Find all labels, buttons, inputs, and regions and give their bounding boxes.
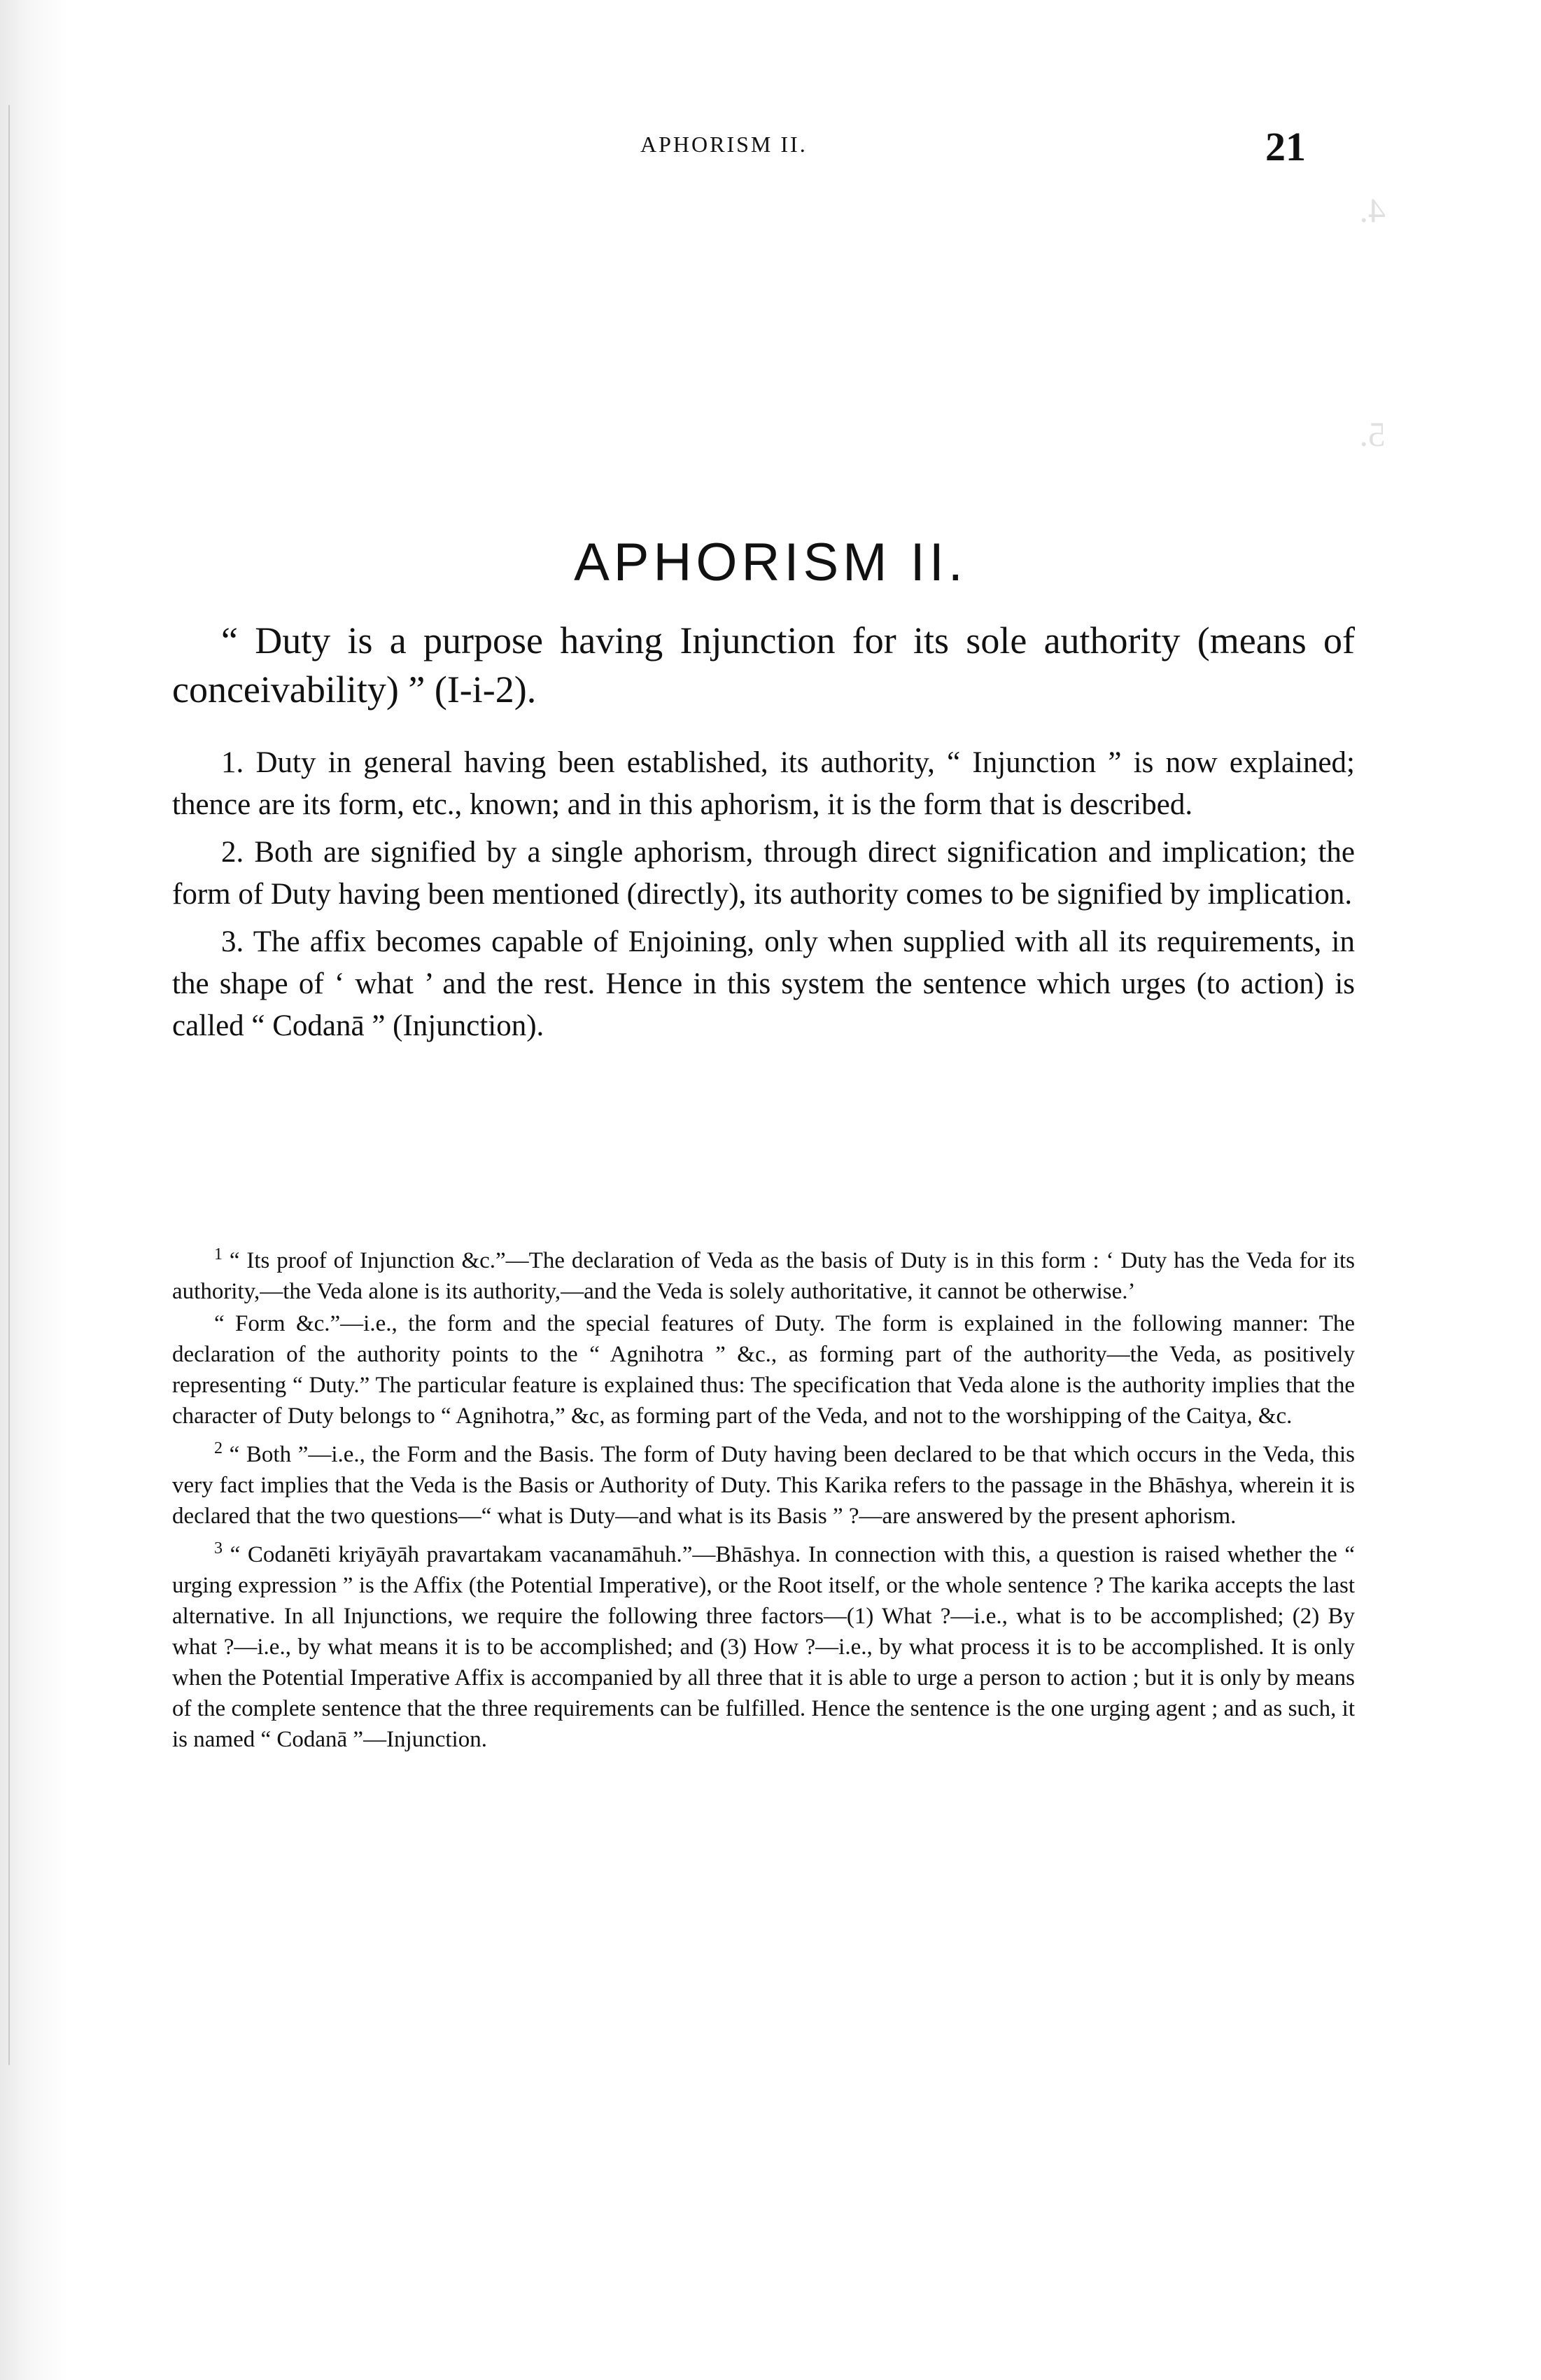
footnote-text: “ Its proof of Injunction &c.”—The declaration of Veda as the basis of Duty is in this form : ‘ Duty has the Veda for its authority,—the Veda alone is its authority,—and the Veda is solely authoritative, it cannot be otherwise.’ [172, 1248, 1356, 1304]
page-edge-shadow [0, 0, 67, 2380]
footnotes [172, 1239, 1355, 1756]
footnote-2 [172, 1433, 1355, 1532]
footnote-marker: 1 [214, 1245, 223, 1264]
commentary-body [172, 742, 1355, 1053]
footnote-3 [172, 1533, 1355, 1755]
footnote-1-continued [172, 1308, 1355, 1432]
page-number: 21 [1265, 124, 1306, 169]
chapter-heading: APHORISM II. [574, 533, 967, 592]
footnote-1 [172, 1239, 1355, 1307]
running-head [0, 124, 1541, 174]
bleed-through-text: 4. 5. [1237, 190, 1386, 454]
footnote-text: “ Form &c.”—i.e., the form and the special features of Duty. The form is explained in the following manner: The declaration of the authority points to the “ Agnihotra ” &c., as forming part of the authority—the Veda, as positively representing “ Duty.” The particular feature is explained thus: The specification that Veda alone is the authority implies that the character of Duty belongs to “ Agnihotra,” &c, as forming part of the Veda, and not to the worshipping of the Caitya, &c. [172, 1311, 1355, 1429]
aphorism-text: “ Duty is a purpose having Injunction for its sole authority (means of conceivability) ” (I-i-2). [172, 620, 1355, 710]
footnote-marker: 3 [214, 1539, 223, 1558]
footnote-marker: 2 [214, 1439, 223, 1457]
paragraph-2: 2. Both are signified by a single aphorism, through direct signification and implication; the form of Duty having been mentioned (directly), its authority comes to be signified by implication. [172, 836, 1355, 911]
footnote-text: “ Both ”—i.e., the Form and the Basis. The form of Duty having been declared to be that which occurs in the Veda, this very fact implies that the Veda is the Basis or Authority of Duty. This Karika refers to the passage in the Bhāshya, wherein it is declared that the two questions—“ what is Duty—and what is its Basis ” ?—are answered by the present aphorism. [172, 1442, 1355, 1529]
footnote-text: “ Codanēti kriyāyāh pravartakam vacanamāhuh.”—Bhāshya. In connection with this, a question is raised whether the “ urging expression ” is the Affix (the Potential Imperative), or the Root itself, or the whole sentence ? The karika accepts the last alternative. In all Injunctions, we require the following three factors—(1) What ?—i.e., what is to be accomplished; (2) By what ?—i.e., by what means it is to be accomplished; and (3) How ?—i.e., by what process it is to be accomplished. It is only when the Potential Imperative Affix is accompanied by all three that it is able to urge a person to action ; but it is only by means of the complete sentence that the three requirements can be fulfilled. Hence the sentence is the one urging agent ; and as such, it is named “ Codanā ”—Injunction. [172, 1542, 1356, 1752]
paragraph-3: 3. The affix becomes capable of Enjoining, only when supplied with all its requirements, in the shape of ‘ what ’ and the rest. Hence in this system the sentence which urges (to action) is called “ Codanā ” (Injunction). [172, 925, 1355, 1042]
running-title: APHORISM II. [640, 132, 808, 157]
paragraph-1: 1. Duty in general having been established, its authority, “ Injunction ” is now explained; thence are its form, etc., known; and in this aphorism, it is the form that is described. [172, 746, 1355, 821]
